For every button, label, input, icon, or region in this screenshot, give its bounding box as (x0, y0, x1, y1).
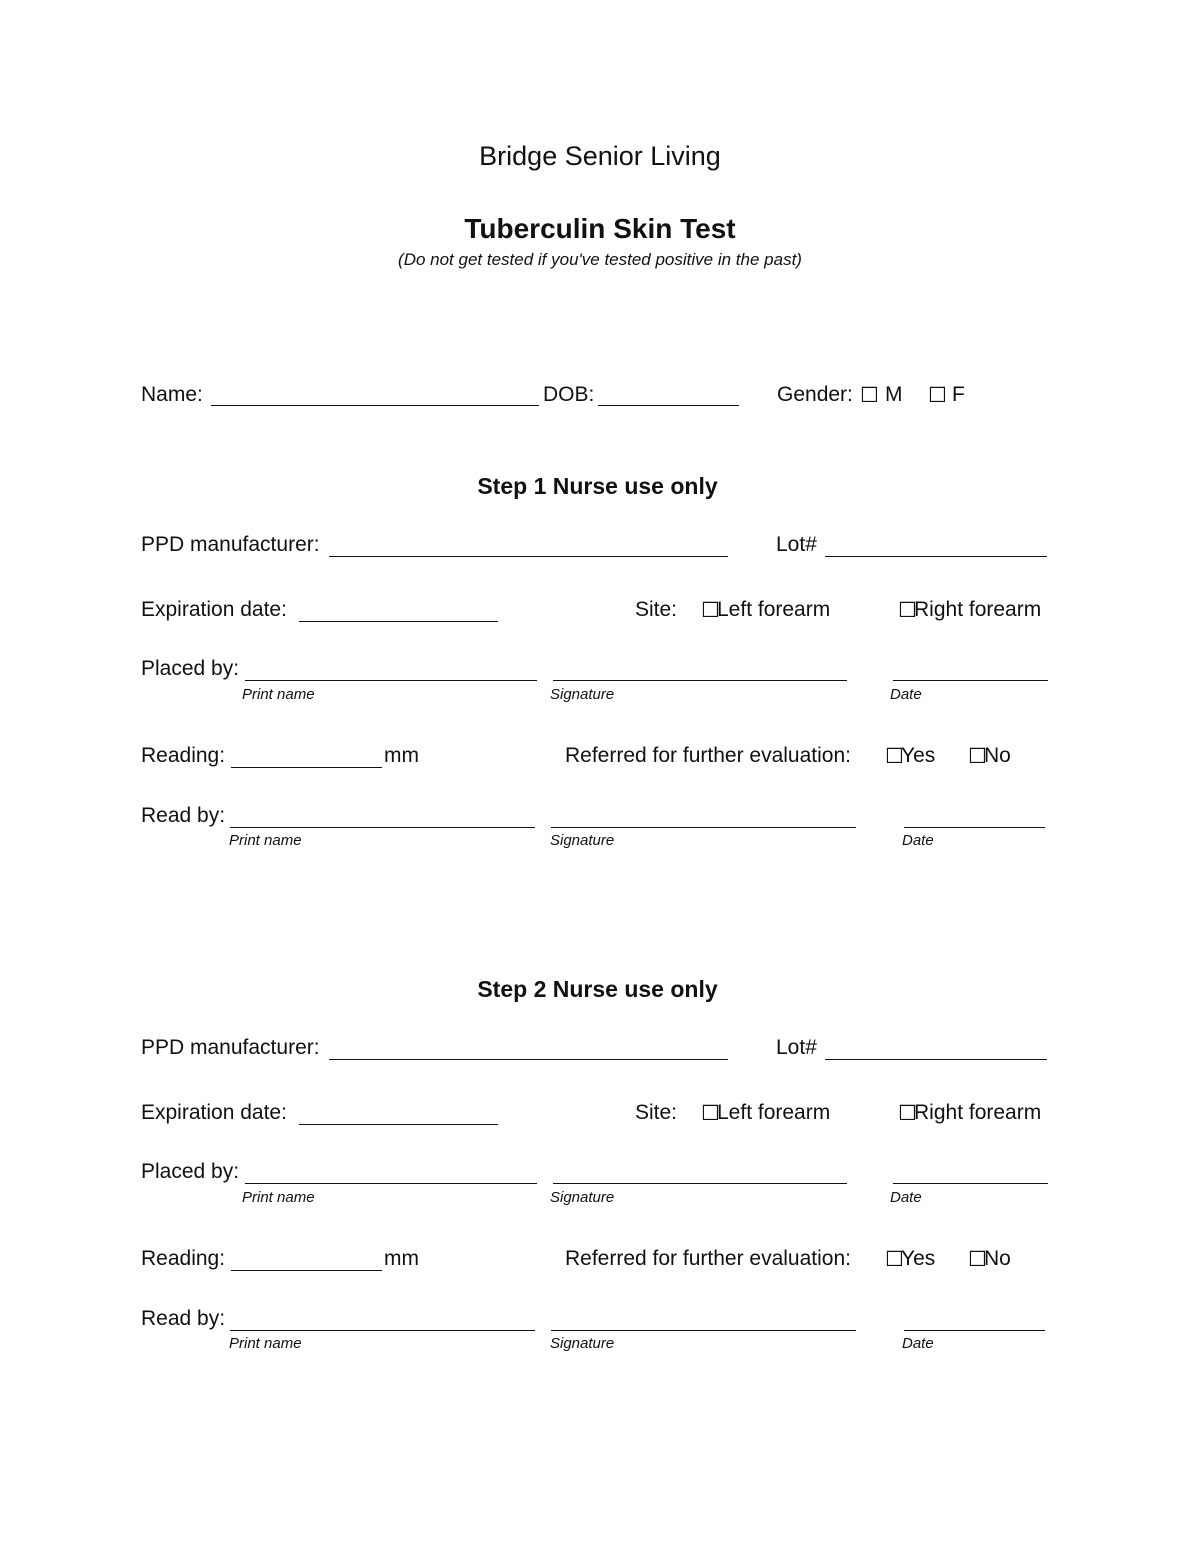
step1-read-signature-caption: Signature (550, 832, 615, 849)
step1-right-forearm-checkbox[interactable]: ☐ (898, 599, 917, 622)
step2-expiration-field[interactable] (299, 1124, 498, 1125)
step2-placed-label: Placed by: (141, 1160, 240, 1183)
step2-placed-print-field[interactable] (245, 1183, 537, 1184)
step2-placed-signature-caption: Signature (550, 1189, 615, 1206)
step1-right-forearm-label: Right forearm (914, 598, 1042, 621)
step2-yes-label: Yes (901, 1247, 936, 1270)
step2-lot-label: Lot# (776, 1036, 817, 1059)
step1-placed-label: Placed by: (141, 657, 240, 680)
step2-reading-unit: mm (384, 1247, 419, 1270)
gender-f-checkbox[interactable]: ☐ (928, 384, 947, 407)
step1-read-print-field[interactable] (230, 827, 535, 828)
step1-section (0, 470, 1200, 850)
dob-label: DOB: (543, 383, 595, 406)
step2-read-signature-field[interactable] (551, 1330, 856, 1331)
step1-site-label: Site: (635, 598, 678, 621)
step2-placed-date-field[interactable] (893, 1183, 1048, 1184)
step2-reading-label: Reading: (141, 1247, 226, 1270)
step1-placed-signature-caption: Signature (550, 686, 615, 703)
step1-reading-field[interactable] (231, 767, 382, 768)
gender-f-label: F (952, 383, 965, 406)
step1-reading-unit: mm (384, 744, 419, 767)
step2-yes-checkbox[interactable]: ☐ (885, 1248, 904, 1271)
dob-field[interactable] (598, 405, 739, 406)
form-note: (Do not get tested if you've tested positive in the past) (398, 250, 802, 269)
step2-site-label: Site: (635, 1101, 678, 1124)
step1-read-print-caption: Print name (229, 832, 302, 849)
step2-placed-print-caption: Print name (242, 1189, 315, 1206)
step1-ppd-field[interactable] (329, 556, 728, 557)
gender-m-checkbox[interactable]: ☐ (860, 384, 879, 407)
step2-read-label: Read by: (141, 1307, 226, 1330)
form-title: Tuberculin Skin Test (464, 213, 736, 244)
step1-reading-label: Reading: (141, 744, 226, 767)
step2-read-print-field[interactable] (230, 1330, 535, 1331)
step1-no-label: No (984, 744, 1011, 767)
step2-read-signature-caption: Signature (550, 1335, 615, 1352)
step1-left-forearm-checkbox[interactable]: ☐ (701, 599, 720, 622)
step2-reading-field[interactable] (231, 1270, 382, 1271)
step1-heading: Step 1 Nurse use only (477, 473, 718, 499)
step2-heading: Step 2 Nurse use only (477, 976, 718, 1002)
step1-read-signature-field[interactable] (551, 827, 856, 828)
step1-lot-field[interactable] (825, 556, 1047, 557)
gender-label: Gender: (777, 383, 853, 406)
step2-placed-date-caption: Date (890, 1189, 922, 1206)
step1-placed-print-field[interactable] (245, 680, 537, 681)
step2-lot-field[interactable] (825, 1059, 1047, 1060)
step1-ppd-label: PPD manufacturer: (141, 533, 320, 556)
step2-no-label: No (984, 1247, 1011, 1270)
step2-expiration-label: Expiration date: (141, 1101, 287, 1124)
step2-left-forearm-checkbox[interactable]: ☐ (701, 1102, 720, 1125)
step1-placed-print-caption: Print name (242, 686, 315, 703)
step2-placed-signature-field[interactable] (553, 1183, 847, 1184)
name-label: Name: (141, 383, 203, 406)
step1-no-checkbox[interactable]: ☐ (968, 745, 987, 768)
name-field[interactable] (211, 405, 539, 406)
organization-name: Bridge Senior Living (479, 141, 721, 171)
step1-yes-label: Yes (901, 744, 936, 767)
step1-expiration-field[interactable] (299, 621, 498, 622)
step1-read-label: Read by: (141, 804, 226, 827)
step1-left-forearm-label: Left forearm (717, 598, 831, 621)
step1-referred-label: Referred for further evaluation: (565, 744, 851, 767)
step1-placed-signature-field[interactable] (553, 680, 847, 681)
step2-read-date-field[interactable] (904, 1330, 1045, 1331)
step2-read-print-caption: Print name (229, 1335, 302, 1352)
step2-ppd-field[interactable] (329, 1059, 728, 1060)
step2-read-date-caption: Date (902, 1335, 934, 1352)
step2-ppd-label: PPD manufacturer: (141, 1036, 320, 1059)
step2-right-forearm-checkbox[interactable]: ☐ (898, 1102, 917, 1125)
step2-left-forearm-label: Left forearm (717, 1101, 831, 1124)
step2-referred-label: Referred for further evaluation: (565, 1247, 851, 1270)
step1-lot-label: Lot# (776, 533, 817, 556)
step1-yes-checkbox[interactable]: ☐ (885, 745, 904, 768)
step1-read-date-field[interactable] (904, 827, 1045, 828)
step1-read-date-caption: Date (902, 832, 934, 849)
step1-expiration-label: Expiration date: (141, 598, 287, 621)
step1-placed-date-field[interactable] (893, 680, 1048, 681)
step2-right-forearm-label: Right forearm (914, 1101, 1042, 1124)
step1-placed-date-caption: Date (890, 686, 922, 703)
step2-no-checkbox[interactable]: ☐ (968, 1248, 987, 1271)
step2-section (0, 973, 1200, 1353)
gender-m-label: M (885, 383, 903, 406)
